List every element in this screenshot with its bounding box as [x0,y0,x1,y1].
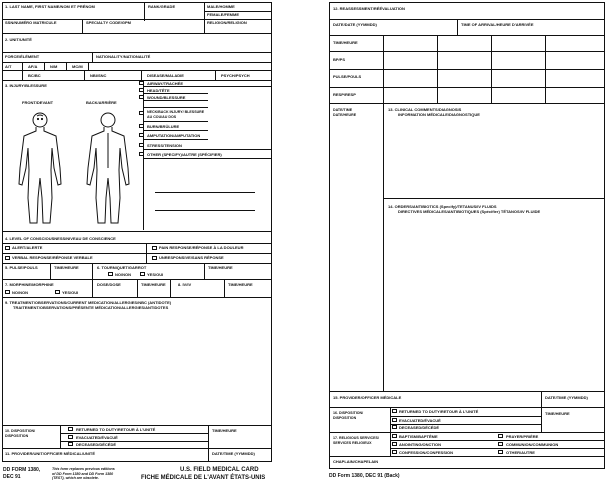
verbal-checkbox[interactable] [5,256,10,260]
back-returned-label: RETURNED TO DUTY/RETOUR À L'UNITÉ [399,409,479,414]
vitals-pulse-label: PULSE/POULS [333,74,362,79]
neck-checkbox[interactable] [139,111,144,115]
back-evacuated-checkbox[interactable] [392,418,397,422]
arrival-label: TIME OF ARRIVAL/HEURE D'ARRIVÉE [461,22,534,27]
force-label: FORCE/ÉLÉMENT [5,54,40,59]
orders-label: 14. ORDERS/ANTIBIOTICS (Specify)/TETANUS/IV FLUIDS [388,204,497,209]
male-label: MALE/HOMME [207,4,235,9]
communion-checkbox[interactable] [498,442,503,446]
clinical-label: 13. CLINICAL COMMENTS/DIAGNOSIS [388,107,462,112]
form-date: DEC 91 [3,474,21,480]
head-checkbox[interactable] [139,88,144,92]
tourniquet-yes-checkbox[interactable] [140,272,145,276]
baptism-checkbox[interactable] [392,434,397,438]
morphine-yes-checkbox[interactable] [55,290,60,294]
force-code-mc: MC/M [72,64,83,69]
back-disposition-time-label: TIME/HEURE [545,411,570,416]
treatment-label-fr: TRAITEMENT/OBSERVATIONS/PRÉSENTE MÉDICATION/ALLERGIES/ANTIDOTES [13,305,169,310]
vitals-time-label: TIME/HEURE [333,40,358,45]
clinical-label-fr: INFORMATION MÉDICALE/DIAGNOSTIQUE [398,112,480,117]
deceased-checkbox[interactable] [68,442,73,446]
provider-label: 11. PROVIDER/UNIT/OFFICIER MÉDICAL/UNITÉ [5,451,96,456]
injury-neck: NECK/BACK INJURY/ BLESSURE AU COU/AU DOS [147,110,205,119]
confession-checkbox[interactable] [392,450,397,454]
injury-label: 3. INJURY/BLESSURE [5,83,47,88]
unit-label: 2. UNIT/UNITÉ [5,37,32,42]
unresponsive-label: UNRESPONSIVE/SANS RÉPONSE [159,255,224,260]
pain-checkbox[interactable] [152,246,157,250]
disposition-time-label: TIME/HEURE [212,428,237,433]
evacuated-label: EVACUATED/ÉVACUÉ [76,435,118,440]
iv-label: 8. IV/IV [178,282,192,287]
treatment-notes-area[interactable] [4,312,270,424]
injury-wound: WOUND/BLESSURE [147,95,186,100]
force-code-af: AF/A [28,64,38,69]
force-code-bc: BC/BC [28,73,41,78]
back-footer: DD Form 1380, DEC 91 (Back) [329,473,400,479]
other-checkbox[interactable] [139,152,144,156]
alert-label: ALERT/ALERTE [12,245,43,250]
back-evacuated-label: EVACUATED/ÉVACUÉ [399,418,441,423]
burn-checkbox[interactable] [139,124,144,128]
tourniquet-yes-label: YES/OUI [147,272,164,277]
force-code-nbi: NBI/SNC [90,73,107,78]
prayer-label: PRAYER/PRIÈRE [506,434,539,439]
unresponsive-checkbox[interactable] [152,256,157,260]
returned-label: RETURNED TO DUTY/RETOUR À L'UNITÉ [76,427,156,432]
front-body-label: FRONT/DEVANT [22,100,54,105]
treatment-label: 9. TREATMENT/OBSERVATIONS/CURRENT MEDICATION/ALLERGIES/NBC (ANTIDOTE) [5,300,172,305]
pain-label: PAIN RESPONSE/RÉPONSE À LA DOULEUR [159,245,244,250]
morphine-time-label: TIME/HEURE [141,282,166,287]
back-provider-datetime-label: DATE/TIME (YYMMDD) [545,395,588,400]
psych-label: PSYCH/PSYCH [221,73,250,78]
injury-airway: AIRWAY/TRACHÉE [147,81,184,86]
injury-other: OTHER (SPECIFY)/AUTRE (SPÉCIFIER) [147,152,222,157]
religion-label: RELIGION/RELIGION [207,20,247,25]
datetime-column-label: DATE/TIME DATE/HEURE [333,108,357,117]
deceased-label: DECEASED/DÉCÉDÉ [76,442,117,447]
specialty-label: SPECIALTY CODE/GPM [86,20,131,25]
other-religious-checkbox[interactable] [498,450,503,454]
injury-head: HEAD/TÊTE [147,88,170,93]
baptism-label: BAPTISM/BAPTÊME [399,434,438,439]
back-datetime-label: DATE/DATE (YYMMDD) [333,22,377,27]
amputation-checkbox[interactable] [139,133,144,137]
morphine-yes-label: YES/OUI [62,290,79,295]
back-provider-label: 15. PROVIDER/OFFICER MÉDICALE [333,395,402,400]
religious-label: 17. RELIGIOUS SERVICES/ SERVICES RELIGIEUX [333,436,379,445]
tourniquet-time-label: TIME/HEURE [208,265,233,270]
injury-burn: BURN/BRÛLURE [147,124,180,129]
form-id: DD FORM 1380, [3,467,41,473]
vitals-bp-label: BP/PS [333,57,346,62]
field-rank-label: RANK/GRADE [148,4,176,9]
disposition-label: 10. DISPOSITION/ DISPOSITION [5,429,36,438]
injury-amputation: AMPUTATION/AMPUTATION [147,133,201,138]
vitals-resp-label: RESP/RESP [333,92,356,97]
reassess-label: 12. REASSESSMENT/RÉÉVALUATION [333,6,405,11]
orders-notes-area[interactable] [385,216,603,388]
card-title: U.S. FIELD MEDICAL CARD [180,467,259,473]
iv-time-label: TIME/HEURE [228,282,253,287]
wound-checkbox[interactable] [139,95,144,99]
body-diagram-icon[interactable] [10,108,140,228]
stress-checkbox[interactable] [139,143,144,147]
pulse-time-label: TIME/HEURE [54,265,79,270]
verbal-label: VERBAL RESPONSE/RÉPONSE VERBALE [12,255,93,260]
nationality-label: NATIONALITY/NATIONALITÉ [96,54,151,59]
back-returned-checkbox[interactable] [392,409,397,413]
card-title-fr: FICHE MÉDICALE DE L'AVANT ÉTATS-UNIS [141,475,266,481]
anointing-checkbox[interactable] [392,442,397,446]
force-code-at: A/T [5,64,12,69]
confession-label: CONFESSION/CONFESSION [399,450,454,455]
field-name-label: 1. LAST NAME, FIRST NAME/NOM ET PRÉNOM [5,4,95,9]
pulse-label: 5. PULSE/POULS [5,265,38,270]
back-body-label: BACK/ARRIÈRE [86,100,117,105]
chaplain-label: CHAPLAIN/CHAPELAIN [333,459,379,464]
tourniquet-no-checkbox[interactable] [108,272,113,276]
returned-checkbox[interactable] [68,427,73,431]
back-deceased-label: DECEASED/DÉCÉDÉ [399,425,440,430]
provider-datetime-label: DATE/TIME (YYMMDD) [212,451,255,456]
airway-checkbox[interactable] [139,81,144,85]
dose-label: DOSE/DOSE [97,282,121,287]
alert-checkbox[interactable] [5,246,10,250]
anointing-label: ANOINTING/ONCTION [399,442,441,447]
female-label: FEMALE/FEMME [207,12,239,17]
back-disposition-label: 16. DISPOSITION/ DISPOSITION [333,411,364,420]
injury-stress: STRESS/TENSION [147,143,182,148]
orders-label-fr: DIRECTIVES MÉDICALES/ANTIBIOTIQUES (Spécifier) TÉTANOS/IV FLUIDE [398,209,541,214]
evacuated-checkbox[interactable] [68,435,73,439]
tourniquet-no-label: NO/NON [115,272,131,277]
tourniquet-label: 6. TOURNIQUET/GARROT [97,265,147,270]
form-note: This form replaces previous editions of DD Form 1380 and DD Form 1380 (TEST), which are obsolete. [52,467,115,480]
force-code-nm: N/M [50,64,58,69]
disease-label: DISEASE/MALADIE [147,73,184,78]
morphine-no-label: NO/NON [12,290,28,295]
communion-label: COMMUNION/COMMUNION [506,442,559,447]
ssn-label: SSN/NUMÉRO MATRICULE [5,20,57,25]
morphine-no-checkbox[interactable] [5,290,10,294]
clinical-notes-area[interactable] [385,119,603,197]
other-religious-label: OTHER/AUTRE [506,450,535,455]
morphine-label: 7. MORPHINE/MORPHINE [5,282,54,287]
consciousness-label: 4. LEVEL OF CONSCIOUSNESS/NIVEAU DE CONSCIENCE [5,236,116,241]
prayer-checkbox[interactable] [498,434,503,438]
back-deceased-checkbox[interactable] [392,425,397,429]
